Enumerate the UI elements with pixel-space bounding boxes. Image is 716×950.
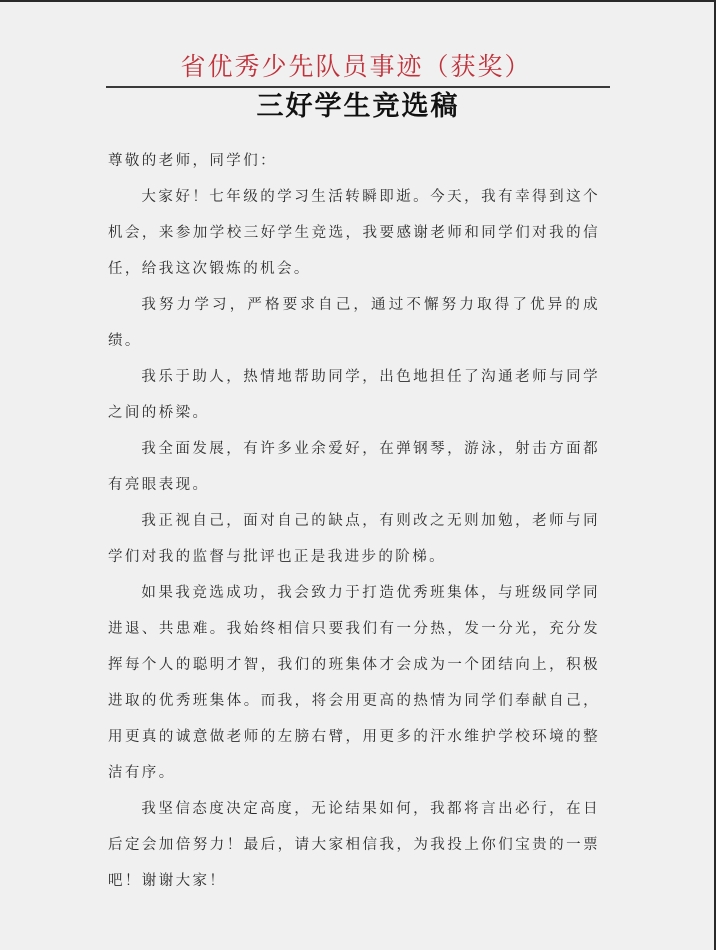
paragraph-hobbies: 我全面发展，有许多业余爱好，在弹钢琴，游泳，射击方面都有亮眼表现。 bbox=[108, 441, 600, 493]
document-title: 三好学生竞选稿 bbox=[256, 91, 460, 122]
paragraph-commitment: 如果我竞选成功，我会致力于打造优秀班集体，与班级同学同进退、共患难。我始终相信只要我们有一分热，发一分光，充分发挥每个人的聪明才智，我们的班集体才会成为一个团结向上，积极进取的优秀班集体。而我，将会用更高的热情为同学们奉献自己，用更真的诚意做老师的左膀右臂，用更多的汗水维护学校环境的整洁有序。 bbox=[108, 585, 600, 781]
paragraph-study: 我努力学习，严格要求自己，通过不懈努力取得了优异的成绩。 bbox=[108, 297, 600, 349]
paragraph-helping: 我乐于助人，热情地帮助同学，出色地担任了沟通老师与同学之间的桥梁。 bbox=[108, 369, 600, 421]
series-title-text: 省优秀少先队员事迹（获奖） bbox=[180, 52, 532, 81]
paragraph-self-reflection: 我正视自己，面对自己的缺点，有则改之无则加勉，老师与同学们对我的监督与批评也正是我进步的阶梯。 bbox=[108, 513, 600, 565]
paragraph-intro: 大家好！七年级的学习生活转瞬即逝。今天，我有幸得到这个机会，来参加学校三好学生竞选，我要感谢老师和同学们对我的信任，给我这次锻炼的机会。 bbox=[108, 189, 600, 277]
greeting: 尊敬的老师，同学们： bbox=[108, 153, 277, 169]
document-body bbox=[108, 143, 600, 899]
series-title bbox=[0, 50, 716, 84]
title-divider bbox=[106, 86, 610, 88]
paragraph-closing: 我坚信态度决定高度，无论结果如何，我都将言出必行，在日后定会加倍努力！最后，请大家相信我，为我投上你们宝贵的一票吧！谢谢大家！ bbox=[108, 801, 600, 889]
